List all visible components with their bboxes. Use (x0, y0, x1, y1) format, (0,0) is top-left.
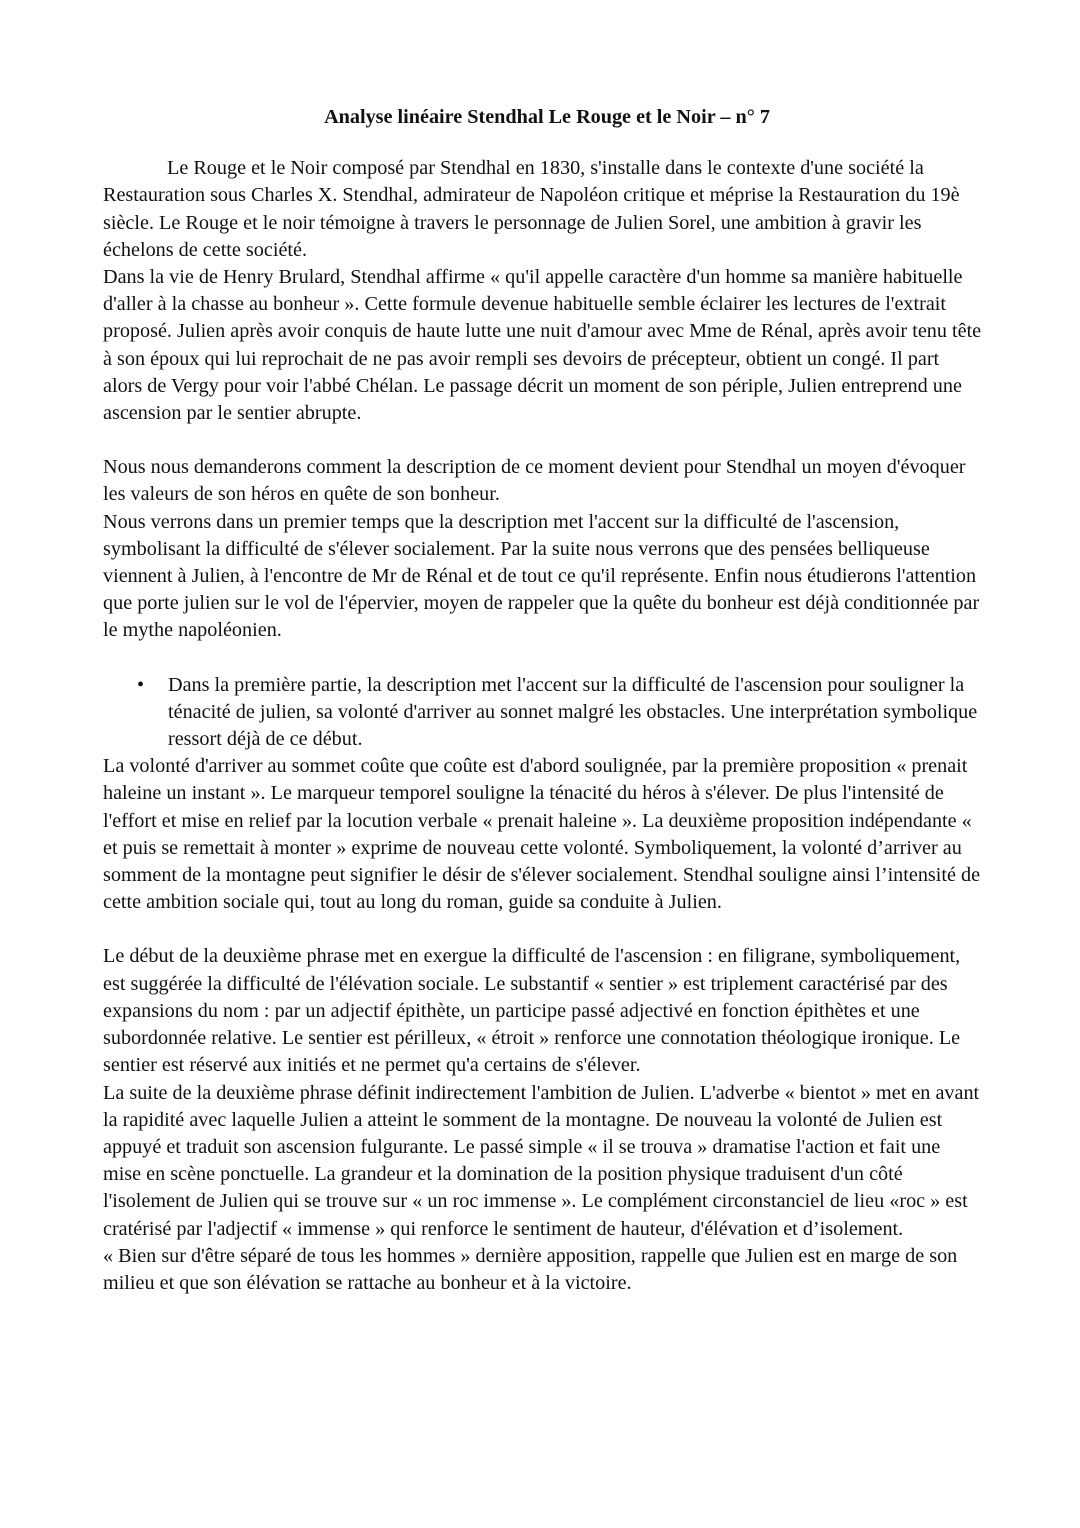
spacer (103, 427, 983, 454)
paragraph-analysis-4: « Bien sur d'être séparé de tous les hommes » dernière apposition, rappelle que Julien est en marge de son milieu et que son élévation se rattache au bonheur et à la victoire. (103, 1244, 958, 1294)
paragraph-analysis-3: La suite de la deuxième phrase définit indirectement l'ambition de Julien. L'adverbe « bientot » met en avant la rapidité avec laquelle Julien a atteint le somment de la montagne. De nouveau la volonté de Julien est appuyé et traduit son ascension fulgurante. Le passé simple « il se trouva » dramatise l'action et fait une mise en scène ponctuelle. La grandeur et la domination de la position physique traduisent d'un côté l'isolement de Julien qui se trouve sur « un roc immense ». Le complément circonstanciel de lieu «roc » est cratérisé par l'adjectif « immense » qui renforce le sentiment de hauteur, d'élévation et d’isolement. (103, 1081, 980, 1240)
document-page (103, 104, 983, 1297)
document-title: Analyse linéaire Stendhal Le Rouge et le Noir – n° 7 (324, 106, 770, 128)
spacer (103, 916, 983, 943)
bullet-icon: • (137, 673, 145, 696)
paragraph-plan: Nous verrons dans un premier temps que la description met l'accent sur la difficulté de l'ascension, symbolisant la difficulté de s'élever socialement. Par la suite nous verrons que des pensées belliqueuse viennent à Julien, à l'encontre de Mr de Rénal et de tout ce qu'il représente. Enfin nous étudierons l'attention que porte julien sur le vol de l'épervier, moyen de rappeler que la quête du bonheur est déjà conditionnée par le mythe napoléonien. (103, 510, 980, 642)
bullet-item-part-one (103, 672, 983, 754)
paragraph-context: Dans la vie de Henry Brulard, Stendhal affirme « qu'il appelle caractère d'un homme sa manière habituelle d'aller à la chasse au bonheur ». Cette formule devenue habituelle semble éclairer les lectures de l'extrait proposé. Julien après avoir conquis de haute lutte une nuit d'amour avec Mme de Rénal, après avoir tenu tête à son époux qui lui reprochait de ne pas avoir rempli ses devoirs de précepteur, obtient un congé. Il part alors de Vergy pour voir l'abbé Chélan. Le passage décrit un moment de son périple, Julien entreprend une ascension par le sentier abrupte. (103, 266, 982, 425)
paragraph-analysis-1: La volonté d'arriver au sommet coûte que coûte est d'abord soulignée, par la première proposition « prenait haleine un instant ». Le marqueur temporel souligne la ténacité du héros à s'élever. De plus l'intensité de l'effort et mise en relief par la locution verbale « prenait haleine ». La deuxième proposition indépendante « et puis se remettait à monter » exprime de nouveau cette volonté. Symboliquement, la volonté d’arriver au somment de la montagne peut signifier le désir de s'élever socialement. Stendhal souligne ainsi l’intensité de cette ambition sociale qui, tout au long du roman, guide sa conduite à Julien. (103, 755, 981, 914)
paragraph-intro: Le Rouge et le Noir composé par Stendhal en 1830, s'installe dans le contexte d'une société la Restauration sous Charles X. Stendhal, admirateur de Napoléon critique et méprise la Restauration du 19è siècle. Le Rouge et le noir témoigne à travers le personnage de Julien Sorel, une ambition à gravir les échelons de cette société. (103, 157, 960, 261)
bullet-text: Dans la première partie, la description met l'accent sur la difficulté de l'ascension pour souligner la ténacité de julien, sa volonté d'arriver au sonnet malgré les obstacles. Une interprétation symbolique ressort déjà de ce début. (168, 673, 978, 751)
paragraph-analysis-2: Le début de la deuxième phrase met en exergue la difficulté de l'ascension : en filigrane, symboliquement, est suggérée la difficulté de l'élévation sociale. Le substantif « sentier » est triplement caractérisé par des expansions du nom : par un adjectif épithète, un participe passé adjectivé en fonction épithètes et une subordonnée relative. Le sentier est périlleux, « étroit » renforce une connotation théologique ironique. Le sentier est réservé aux initiés et ne permet qu'a certains de s'élever. (103, 945, 961, 1077)
paragraph-problematique: Nous nous demanderons comment la description de ce moment devient pour Stendhal un moyen d'évoquer les valeurs de son héros en quête de son bonheur. (103, 456, 966, 506)
spacer (103, 645, 983, 672)
